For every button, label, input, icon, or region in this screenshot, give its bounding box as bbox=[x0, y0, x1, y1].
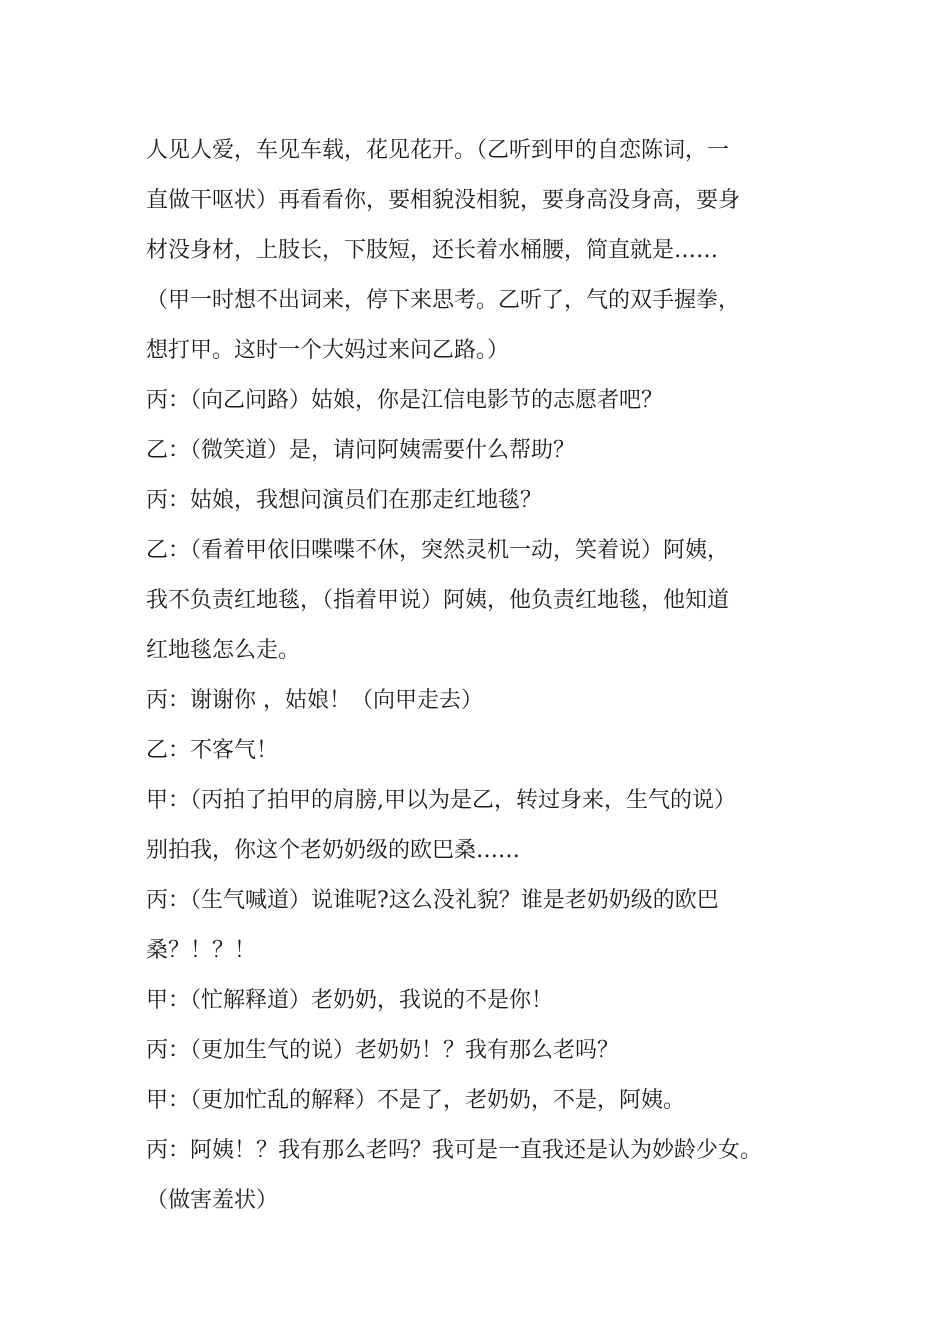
text-line: 想打甲。这时一个大妈过来问乙路。） bbox=[146, 338, 510, 363]
text-line: 乙：不客气！ bbox=[146, 738, 279, 763]
text-line: 乙：（微笑道）是，请问阿姨需要什么帮助？ bbox=[146, 438, 576, 463]
script-text bbox=[146, 126, 826, 1226]
text-line: （甲一时想不出词来，停下来思考。乙听了，气的双手握拳， bbox=[146, 288, 741, 313]
text-line: （做害羞状） bbox=[146, 1188, 279, 1213]
text-line: 别拍我，你这个老奶奶级的欧巴桑…… bbox=[146, 838, 521, 863]
text-line: 直做干呕状）再看看你，要相貌没相貌，要身高没身高，要身 bbox=[146, 188, 741, 213]
text-line: 丙：姑娘，我想问演员们在那走红地毯？ bbox=[146, 488, 543, 513]
text-line: 丙：（生气喊道）说谁呢?这么没礼貌？谁是老奶奶级的欧巴 bbox=[146, 888, 719, 913]
text-line: 甲：（丙拍了拍甲的肩膀,甲以为是乙，转过身来，生气的说） bbox=[146, 788, 736, 813]
text-line: 丙：（更加生气的说）老奶奶！？我有那么老吗？ bbox=[146, 1038, 620, 1063]
text-line: 丙：（向乙问路）姑娘，你是江信电影节的志愿者吧？ bbox=[146, 388, 664, 413]
text-line: 丙：阿姨！？我有那么老吗？我可是一直我还是认为妙龄少女。 bbox=[146, 1138, 763, 1163]
text-line: 丙：谢谢你 ，姑娘！（向甲走去） bbox=[146, 688, 483, 713]
text-line: 人见人爱，车见车载，花见花开。（乙听到甲的自恋陈词，一 bbox=[146, 138, 730, 163]
text-line: 甲：（更加忙乱的解释）不是了，老奶奶，不是，阿姨。 bbox=[146, 1088, 686, 1113]
text-line: 乙：（看着甲依旧喋喋不休，突然灵机一动，笑着说）阿姨， bbox=[146, 538, 730, 563]
text-line: 红地毯怎么走。 bbox=[146, 638, 301, 663]
text-line: 我不负责红地毯，（指着甲说）阿姨，他负责红地毯，他知道 bbox=[146, 588, 730, 613]
text-line: 材没身材，上肢长，下肢短，还长着水桶腰，简直就是…… bbox=[146, 238, 719, 263]
text-line: 甲：（忙解释道）老奶奶，我说的不是你！ bbox=[146, 988, 554, 1013]
text-line: 桑？！？！ bbox=[146, 938, 257, 963]
